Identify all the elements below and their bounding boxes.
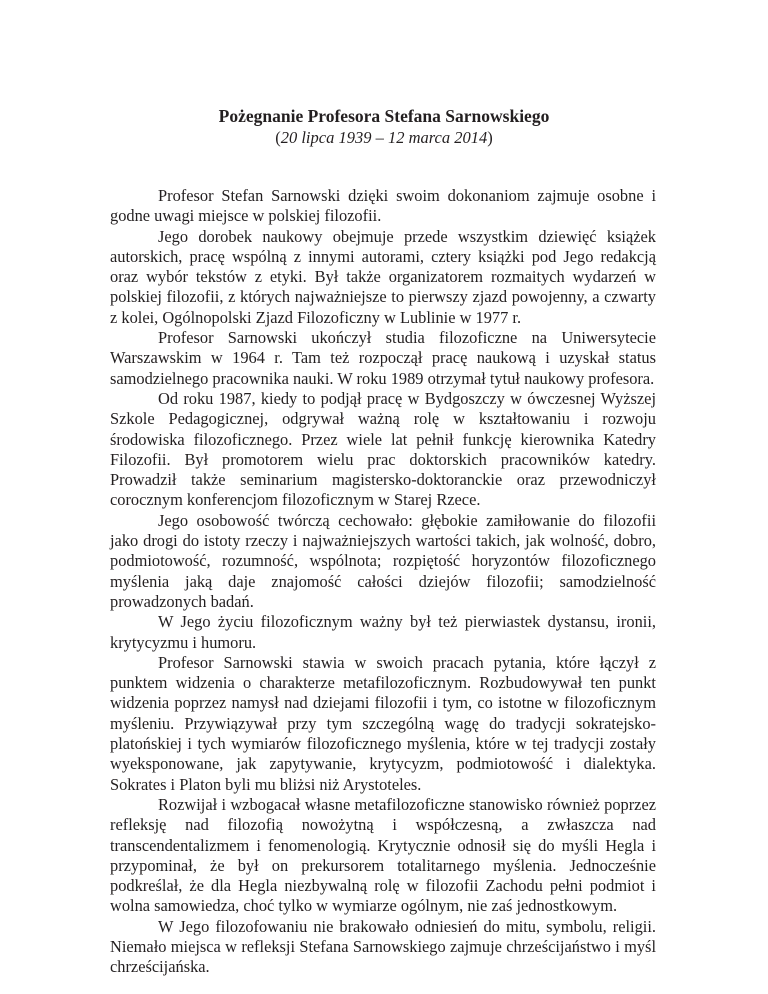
dates-text: 20 lipca 1939 – 12 marca 2014 <box>280 128 488 147</box>
paragraph: W Jego życiu filozoficznym ważny był też pierwiastek dystansu, ironii, krytycyzmu i humoru. <box>110 612 656 652</box>
paragraph: Profesor Stefan Sarnowski dzięki swoim dokonaniom zajmuje osobne i godne uwagi miejsce w polskiej filozofii. <box>110 186 656 226</box>
paragraph: Rozwijał i wzbogacał własne metafilozoficzne stanowisko również poprzez refleksję nad filozofią nowożytną i współczesną, a zwłaszcza nad transcendentalizmem i fenomenologią. Krytycznie odnosił się do myśli Hegla i przypominał, że był on prekursorem totalitarnego myślenia. Jednocześnie podkreślał, że dla Hegla niezbywalną rolę w filozofii Zachodu pełni podmiot i wolna samowiedza, choć tylko w wymiarze ogólnym, nie zaś jednostkowym. <box>110 794 656 916</box>
paragraph: Profesor Sarnowski ukończył studia filozoficzne na Uniwersytecie Warszawskim w 1964 r. Tam też rozpoczął pracę naukową i uzyskał status samodzielnego pracownika nauki. W roku 1989 otrzymał tytuł naukowy profesora. <box>110 328 656 388</box>
paragraph: Profesor Sarnowski stawia w swoich pracach pytania, które łączył z punktem widzenia o charakterze metafilozoficznym. Rozbudowywał ten punkt widzenia poprzez namysł nad dziejami filozofii i tym, co istotne w filozoficznym myśleniu. Przywiązywał przy tym szczególną wagę do tradycji sokratejsko-platońskiej i tych wymiarów filozoficznego myślenia, które w tej tradycji zostały wyeksponowane, jak zapytywanie, krytycyzm, podmiotowość i dialektyka. Sokrates i Platon byli mu bliżsi niż Arystoteles. <box>110 652 656 794</box>
life-dates <box>0 127 768 149</box>
paragraph: Jego dorobek naukowy obejmuje przede wszystkim dziewięć książek autorskich, pracę wspólną z innymi autorami, cztery książki pod Jego redakcją oraz wybór tekstów z etyki. Był także organizatorem rozmaitych wydarzeń w polskiej filozofii, z których najważniejsze to pierwszy zjazd powojenny, a czwarty z kolei, Ogólnopolski Zjazd Filozoficzny w Lublinie w 1977 r. <box>110 226 656 327</box>
dates-open: ( <box>275 128 281 147</box>
paragraph: Od roku 1987, kiedy to podjął pracę w Bydgoszczy w ówczesnej Wyższej Szkole Pedagogicznej, odgrywał ważną rolę w kształtowaniu i rozwoju środowiska filozoficznego. Przez wiele lat pełnił funkcję kierownika Katedry Filozofii. Był promotorem wielu prac doktorskich pracowników katedry. Prowadził także seminarium magistersko-doktoranckie oraz przewodniczył corocznym konferencjom filozoficznym w Starej Rzece. <box>110 388 656 510</box>
paragraph: Jego osobowość twórczą cechowało: głębokie zamiłowanie do filozofii jako drogi do istoty rzeczy i najważniejszych wartości takich, jak wolność, dobro, podmiotowość, rozumność, wspólnota; rozpiętość horyzontów filozoficznego myślenia jaką daje znajomość całości dziejów filozofii; samodzielność prowadzonych badań. <box>110 510 656 611</box>
article-body <box>110 186 656 978</box>
dates-close: ) <box>487 128 493 147</box>
title-block <box>0 105 768 149</box>
paragraph: W Jego filozofowaniu nie brakowało odniesień do mitu, symbolu, religii. Niemało miejsca w refleksji Stefana Sarnowskiego zajmuje chrześcijaństwo i myśl chrześcijańska. <box>110 916 656 977</box>
page-title: Pożegnanie Profesora Stefana Sarnowskiego <box>218 106 550 126</box>
